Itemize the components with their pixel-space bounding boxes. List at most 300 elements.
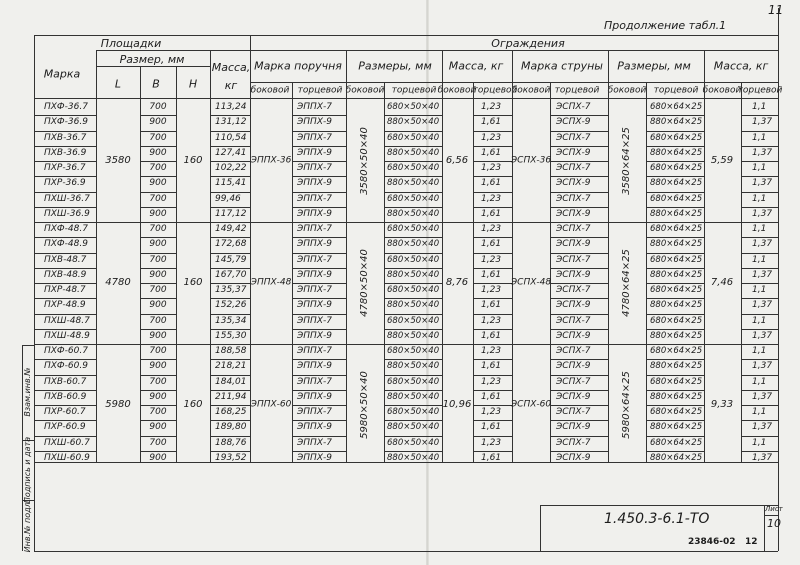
- doc-code: 1.450.3-6.1-ТО: [604, 511, 710, 527]
- row-string-end-mass: 1,37: [752, 147, 773, 158]
- row-end-dims: 680×50×40: [387, 132, 440, 143]
- row-width: 900: [149, 178, 167, 189]
- frame-left: [34, 35, 35, 551]
- row-string-end-mass: 1,1: [752, 285, 767, 295]
- row-line: [292, 131, 346, 132]
- row-line: [741, 268, 778, 269]
- row-marka: ПХВ-48.9: [44, 269, 87, 280]
- row-line: [140, 176, 176, 177]
- row-line: [34, 253, 96, 254]
- side-strip-replace: Взам.инв.№: [23, 367, 32, 417]
- row-string-end: ЭСПХ-7: [556, 224, 591, 234]
- row-line: [741, 375, 778, 376]
- row-marka: ПХР-36.9: [44, 178, 86, 189]
- row-line: [210, 375, 250, 376]
- row-line: [473, 390, 512, 391]
- row-marka: ПХВ-60.9: [44, 391, 87, 402]
- row-railing-end: ЭППХ-7: [297, 193, 332, 204]
- row-line: [741, 390, 778, 391]
- row-railing-end: ЭППХ-7: [297, 407, 332, 417]
- row-end-mass: 1,61: [481, 452, 502, 463]
- row-line: [210, 131, 250, 132]
- row-string-end-dims: 880×64×25: [650, 300, 703, 311]
- row-mass: 117,12: [215, 208, 247, 219]
- row-end-dims: 680×50×40: [387, 102, 440, 112]
- row-line: [140, 146, 176, 147]
- row-line: [140, 451, 176, 452]
- group-string-side: ЭСПХ-60: [510, 399, 552, 410]
- row-string-end-dims: 680×64×25: [650, 163, 703, 173]
- row-width: 700: [149, 224, 167, 234]
- row-string-end: ЭСПХ-7: [556, 407, 591, 417]
- row-line: [550, 115, 608, 116]
- row-line: [550, 329, 608, 330]
- row-end-mass: 1,61: [481, 422, 502, 433]
- row-line: [384, 375, 442, 376]
- row-string-end-mass: 1,37: [752, 208, 773, 219]
- sheet-number: 10: [767, 517, 781, 530]
- format-number: 12: [745, 537, 758, 547]
- row-line: [292, 329, 346, 330]
- row-string-end-dims: 880×64×25: [650, 361, 703, 372]
- row-string-end-dims: 880×64×25: [650, 330, 703, 341]
- row-line: [550, 176, 608, 177]
- row-end-dims: 680×50×40: [387, 163, 440, 173]
- row-marka: ПХФ-60.7: [44, 346, 88, 356]
- row-railing-end: ЭППХ-7: [297, 346, 332, 356]
- row-mass: 110,54: [215, 132, 247, 143]
- row-line: [34, 115, 96, 116]
- row-line: [646, 375, 704, 376]
- row-line: [384, 329, 442, 330]
- row-string-end-dims: 680×64×25: [650, 285, 703, 295]
- row-line: [473, 451, 512, 452]
- side-strip-sign: Подпись и дата: [23, 436, 32, 504]
- row-line: [140, 161, 176, 162]
- row-line: [646, 359, 704, 360]
- group-string-side: ЭСПХ-36: [510, 155, 552, 166]
- row-string-end-mass: 1,1: [752, 193, 767, 204]
- row-string-end-dims: 880×64×25: [650, 147, 703, 158]
- row-line: [646, 405, 704, 406]
- row-string-end-dims: 680×64×25: [650, 437, 703, 448]
- header-B: B: [152, 77, 160, 91]
- header-size: Размер, мм: [119, 53, 185, 66]
- col-line: [608, 50, 609, 462]
- row-end-dims: 880×50×40: [387, 300, 440, 311]
- header-mass-end: торцевой: [472, 85, 518, 96]
- row-line: [140, 375, 176, 376]
- row-line: [741, 451, 778, 452]
- row-line: [34, 207, 96, 208]
- row-line: [741, 405, 778, 406]
- header-railing-end: торцевой: [297, 85, 343, 96]
- group-string-side-dims: 3580×64×25: [621, 127, 632, 195]
- header-string-mark: Марка струны: [521, 59, 603, 73]
- row-marka: ПХР-48.9: [44, 300, 86, 311]
- row-railing-end: ЭППХ-7: [297, 437, 332, 448]
- row-line: [210, 161, 250, 162]
- row-end-dims: 880×50×40: [387, 330, 440, 341]
- row-line: [34, 436, 96, 437]
- header-mass-side: боковой: [437, 85, 477, 96]
- row-line: [34, 161, 96, 162]
- row-line: [34, 298, 96, 299]
- row-line: [550, 161, 608, 162]
- row-end-mass: 1,61: [481, 361, 502, 372]
- row-line: [550, 146, 608, 147]
- row-line: [34, 451, 96, 452]
- row-line: [473, 131, 512, 132]
- row-line: [384, 420, 442, 421]
- row-line: [384, 283, 442, 284]
- group-length: 4780: [105, 277, 131, 288]
- row-string-end-dims: 680×64×25: [650, 224, 703, 234]
- row-line: [473, 298, 512, 299]
- row-end-mass: 1,23: [481, 437, 502, 448]
- row-line: [646, 298, 704, 299]
- row-line: [384, 161, 442, 162]
- col-line: [96, 50, 97, 462]
- row-width: 700: [149, 376, 167, 387]
- row-width: 700: [149, 163, 167, 173]
- row-line: [646, 161, 704, 162]
- row-line: [741, 161, 778, 162]
- row-string-end-mass: 1,37: [752, 391, 773, 402]
- header-railing-side: боковой: [250, 85, 290, 96]
- row-line: [473, 283, 512, 284]
- header-mass2-end: торцевой: [737, 85, 783, 96]
- row-string-end-mass: 1,1: [752, 132, 767, 143]
- row-line: [473, 268, 512, 269]
- row-line: [292, 451, 346, 452]
- row-string-end-dims: 680×64×25: [650, 376, 703, 387]
- row-line: [34, 146, 96, 147]
- row-marka: ПХР-60.7: [44, 407, 86, 417]
- row-line: [292, 146, 346, 147]
- row-end-dims: 680×50×40: [387, 285, 440, 295]
- stamp-left-line: [540, 505, 541, 551]
- row-line: [140, 390, 176, 391]
- header-fences: Ограждения: [491, 37, 565, 50]
- row-string-end-dims: 880×64×25: [650, 422, 703, 433]
- row-line: [384, 146, 442, 147]
- row-end-dims: 880×50×40: [387, 422, 440, 433]
- stamp-top-line: [540, 505, 778, 506]
- row-line: [550, 207, 608, 208]
- row-line: [473, 405, 512, 406]
- row-line: [473, 115, 512, 116]
- row-width: 700: [149, 193, 167, 204]
- row-line: [646, 329, 704, 330]
- row-line: [210, 176, 250, 177]
- row-line: [550, 436, 608, 437]
- row-mass: 135,34: [215, 315, 247, 326]
- row-string-end-dims: 680×64×25: [650, 254, 703, 265]
- row-mass: 188,76: [215, 437, 247, 448]
- row-railing-end: ЭППХ-9: [297, 300, 332, 311]
- header-platforms: Площадки: [100, 37, 162, 50]
- row-marka: ПХВ-48.7: [44, 254, 87, 265]
- archive-number: 23846-02: [688, 537, 736, 547]
- row-marka: ПХФ-48.9: [44, 239, 88, 250]
- row-string-end-mass: 1,37: [752, 117, 773, 128]
- row-railing-end: ЭППХ-9: [297, 178, 332, 189]
- row-end-dims: 880×50×40: [387, 391, 440, 402]
- continuation-caption: Продолжение табл.1: [604, 19, 727, 32]
- row-line: [140, 436, 176, 437]
- row-line: [292, 161, 346, 162]
- row-line: [292, 115, 346, 116]
- row-end-dims: 680×50×40: [387, 376, 440, 387]
- row-marka: ПХШ-48.9: [44, 330, 90, 341]
- group-height: 160: [183, 155, 203, 166]
- row-width: 700: [149, 285, 167, 295]
- row-line: [210, 237, 250, 238]
- row-line: [34, 176, 96, 177]
- row-line: [210, 253, 250, 254]
- row-width: 900: [149, 117, 167, 128]
- row-line: [34, 359, 96, 360]
- row-line: [384, 237, 442, 238]
- row-line: [384, 359, 442, 360]
- group-side-mass: 6,56: [445, 155, 469, 166]
- row-string-end: ЭСПХ-9: [556, 422, 591, 433]
- header-line-size: [96, 66, 210, 67]
- row-string-end-dims: 880×64×25: [650, 391, 703, 402]
- row-string-end: ЭСПХ-9: [556, 391, 591, 402]
- row-line: [292, 283, 346, 284]
- row-width: 900: [149, 422, 167, 433]
- row-line: [384, 253, 442, 254]
- row-end-mass: 1,23: [481, 193, 502, 204]
- header-dims2: Размеры, мм: [617, 59, 691, 73]
- row-string-end-mass: 1,1: [752, 437, 767, 448]
- row-mass: 155,30: [215, 330, 247, 341]
- header-dims2-end: торцевой: [653, 85, 699, 96]
- row-string-end-mass: 1,37: [752, 269, 773, 280]
- row-end-dims: 880×50×40: [387, 208, 440, 219]
- row-string-end-dims: 680×64×25: [650, 193, 703, 204]
- row-line: [473, 237, 512, 238]
- row-mass: 113,24: [215, 102, 247, 112]
- row-line: [473, 329, 512, 330]
- row-width: 700: [149, 315, 167, 326]
- row-width: 700: [149, 102, 167, 112]
- row-string-end-mass: 1,37: [752, 452, 773, 463]
- row-line: [473, 436, 512, 437]
- row-line: [473, 207, 512, 208]
- row-end-dims: 880×50×40: [387, 117, 440, 128]
- row-string-end-mass: 1,37: [752, 239, 773, 250]
- row-line: [210, 283, 250, 284]
- row-string-end-mass: 1,37: [752, 422, 773, 433]
- row-railing-end: ЭППХ-7: [297, 376, 332, 387]
- row-line: [34, 237, 96, 238]
- sheet-label: Лист: [765, 505, 783, 513]
- row-line: [292, 192, 346, 193]
- row-width: 900: [149, 208, 167, 219]
- group-string-side-mass: 7,46: [710, 277, 734, 288]
- row-end-mass: 1,61: [481, 239, 502, 250]
- row-line: [384, 192, 442, 193]
- group-separator: [34, 344, 778, 345]
- row-end-mass: 1,61: [481, 208, 502, 219]
- group-string-side-dims: 5980×64×25: [621, 371, 632, 439]
- row-line: [646, 436, 704, 437]
- row-marka: ПХР-60.9: [44, 422, 86, 433]
- row-end-dims: 880×50×40: [387, 452, 440, 463]
- header-mass-kg2: Масса, кг: [713, 59, 769, 73]
- row-line: [550, 268, 608, 269]
- row-line: [384, 436, 442, 437]
- col-line: [140, 66, 141, 462]
- row-end-mass: 1,23: [481, 254, 502, 265]
- row-line: [292, 237, 346, 238]
- row-line: [550, 192, 608, 193]
- row-line: [292, 375, 346, 376]
- row-string-end-mass: 1,37: [752, 300, 773, 311]
- row-end-dims: 680×50×40: [387, 346, 440, 356]
- header-dims: Размеры, мм: [358, 59, 432, 73]
- row-mass: 172,68: [215, 239, 247, 250]
- row-end-dims: 680×50×40: [387, 224, 440, 234]
- row-string-end-dims: 680×64×25: [650, 132, 703, 143]
- row-end-mass: 1,61: [481, 117, 502, 128]
- row-width: 900: [149, 239, 167, 250]
- row-string-end: ЭСПХ-9: [556, 269, 591, 280]
- header-H: H: [188, 77, 198, 91]
- row-string-end: ЭСПХ-9: [556, 178, 591, 189]
- row-line: [140, 329, 176, 330]
- row-line: [210, 451, 250, 452]
- row-mass: 135,37: [215, 285, 247, 295]
- row-railing-end: ЭППХ-9: [297, 147, 332, 158]
- row-line: [210, 207, 250, 208]
- row-line: [741, 146, 778, 147]
- row-railing-end: ЭППХ-7: [297, 132, 332, 143]
- row-line: [646, 131, 704, 132]
- row-line: [210, 298, 250, 299]
- row-mass: 184,01: [215, 376, 247, 387]
- row-string-end: ЭСПХ-7: [556, 254, 591, 265]
- row-mass: 218,21: [215, 361, 247, 372]
- row-string-end: ЭСПХ-7: [556, 132, 591, 143]
- row-line: [34, 314, 96, 315]
- group-height: 160: [183, 277, 203, 288]
- row-line: [210, 314, 250, 315]
- row-string-end: ЭСПХ-9: [556, 300, 591, 311]
- row-line: [473, 176, 512, 177]
- group-separator: [34, 222, 778, 223]
- row-line: [646, 192, 704, 193]
- row-width: 900: [149, 452, 167, 463]
- row-line: [646, 268, 704, 269]
- row-line: [140, 131, 176, 132]
- group-string-side: ЭСПХ-48: [510, 277, 552, 288]
- row-marka: ПХФ-36.9: [44, 117, 88, 128]
- row-railing-end: ЭППХ-7: [297, 254, 332, 265]
- row-line: [646, 283, 704, 284]
- row-end-mass: 1,23: [481, 163, 502, 173]
- header-marka: Марка: [43, 67, 81, 81]
- group-string-side-mass: 5,59: [710, 155, 734, 166]
- row-string-end: ЭСПХ-7: [556, 315, 591, 326]
- row-line: [210, 192, 250, 193]
- row-end-mass: 1,23: [481, 346, 502, 356]
- row-marka: ПХФ-48.7: [44, 224, 88, 234]
- row-line: [646, 207, 704, 208]
- row-line: [741, 192, 778, 193]
- col-line: [704, 50, 705, 462]
- row-string-end-dims: 880×64×25: [650, 269, 703, 280]
- row-string-end: ЭСПХ-9: [556, 208, 591, 219]
- row-line: [473, 420, 512, 421]
- group-length: 3580: [105, 155, 131, 166]
- row-string-end-mass: 1,37: [752, 330, 773, 341]
- row-marka: ПХФ-36.7: [44, 102, 88, 112]
- row-end-mass: 1,61: [481, 147, 502, 158]
- row-line: [140, 298, 176, 299]
- row-line: [210, 329, 250, 330]
- row-line: [741, 420, 778, 421]
- row-line: [646, 390, 704, 391]
- page-number: 11: [768, 3, 784, 17]
- row-marka: ПХШ-48.7: [44, 315, 90, 326]
- header-mass: Масса,: [211, 61, 251, 74]
- group-railing-side: ЭППХ-36: [250, 155, 292, 166]
- col-line: [176, 66, 177, 462]
- row-line: [550, 253, 608, 254]
- row-marka: ПХВ-60.7: [44, 376, 87, 387]
- row-railing-end: ЭППХ-9: [297, 391, 332, 402]
- group-side-dims: 3580×50×40: [359, 127, 370, 195]
- row-string-end: ЭСПХ-7: [556, 193, 591, 204]
- row-string-end-mass: 1,1: [752, 163, 767, 173]
- row-railing-end: ЭППХ-9: [297, 269, 332, 280]
- row-line: [384, 451, 442, 452]
- row-line: [140, 237, 176, 238]
- col-line: [346, 50, 347, 462]
- row-line: [741, 329, 778, 330]
- group-side-dims: 5980×50×40: [359, 371, 370, 439]
- row-string-end-mass: 1,37: [752, 178, 773, 189]
- row-line: [550, 298, 608, 299]
- row-line: [741, 436, 778, 437]
- row-string-end-dims: 680×64×25: [650, 407, 703, 417]
- row-line: [741, 115, 778, 116]
- row-line: [292, 268, 346, 269]
- row-mass: 193,52: [215, 452, 247, 463]
- row-line: [550, 283, 608, 284]
- row-line: [292, 390, 346, 391]
- row-mass: 149,42: [215, 224, 247, 234]
- row-string-end: ЭСПХ-7: [556, 163, 591, 173]
- row-string-end: ЭСПХ-7: [556, 376, 591, 387]
- row-line: [34, 192, 96, 193]
- row-line: [646, 253, 704, 254]
- row-string-end-dims: 880×64×25: [650, 117, 703, 128]
- row-railing-end: ЭППХ-7: [297, 285, 332, 295]
- row-width: 900: [149, 361, 167, 372]
- row-marka: ПХР-36.7: [44, 163, 86, 173]
- row-end-dims: 680×50×40: [387, 407, 440, 417]
- header-line-1: [96, 50, 778, 51]
- row-line: [646, 176, 704, 177]
- row-line: [741, 359, 778, 360]
- row-line: [210, 359, 250, 360]
- row-string-end-dims: 680×64×25: [650, 102, 703, 112]
